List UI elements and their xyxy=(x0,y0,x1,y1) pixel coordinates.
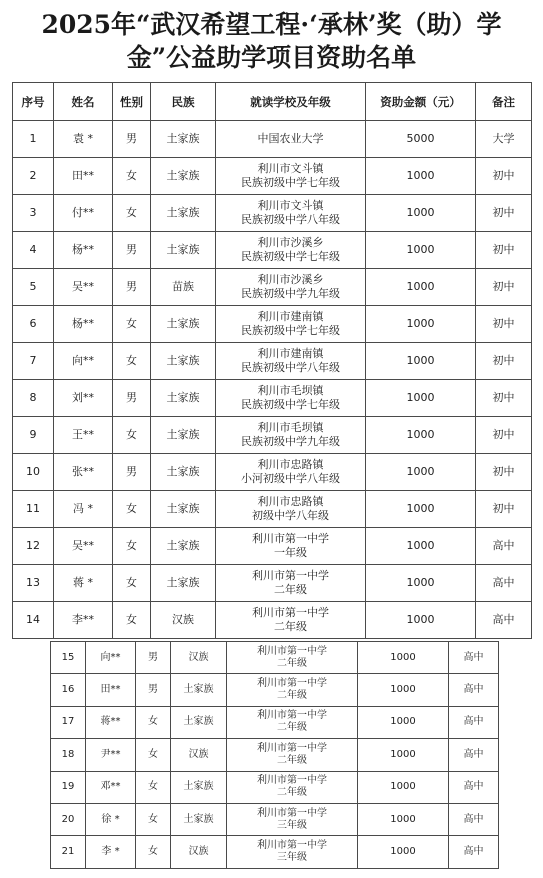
cell-ethnicity: 土家族 xyxy=(151,232,216,269)
col-header-gender: 性别 xyxy=(113,83,151,121)
cell-ethnicity: 土家族 xyxy=(151,158,216,195)
cell-name: 李 * xyxy=(86,836,136,868)
cell-name: 刘** xyxy=(54,380,113,417)
cell-no: 4 xyxy=(13,232,54,269)
cell-no: 14 xyxy=(13,602,54,639)
cell-ethnicity: 土家族 xyxy=(151,528,216,565)
school-line: 二年级 xyxy=(277,722,307,734)
cell-no: 20 xyxy=(51,803,86,835)
cell-gender: 女 xyxy=(136,771,171,803)
school-line: 利川市第一中学 xyxy=(252,606,329,619)
cell-name: 尹** xyxy=(86,739,136,771)
cell-school xyxy=(227,771,358,803)
school-line: 民族初级中学七年级 xyxy=(241,250,340,263)
cell-no: 3 xyxy=(13,195,54,232)
table-row xyxy=(51,674,499,706)
cell-note: 初中 xyxy=(476,232,532,269)
cell-no: 1 xyxy=(13,121,54,158)
cell-school xyxy=(227,674,358,706)
cell-ethnicity: 土家族 xyxy=(171,803,227,835)
cell-school xyxy=(227,642,358,674)
school-line: 利川市沙溪乡 xyxy=(257,236,324,249)
cell-no: 2 xyxy=(13,158,54,195)
cell-gender: 男 xyxy=(136,674,171,706)
school-line: 利川市毛坝镇 xyxy=(257,384,324,397)
school-line: 民族初级中学九年级 xyxy=(241,435,340,448)
cell-amount: 1000 xyxy=(358,739,449,771)
school-line: 利川市文斗镇 xyxy=(257,162,324,175)
cell-ethnicity: 土家族 xyxy=(151,565,216,602)
cell-amount: 1000 xyxy=(366,565,476,602)
cell-no: 5 xyxy=(13,269,54,306)
school-line: 民族初级中学八年级 xyxy=(241,213,340,226)
cell-ethnicity: 土家族 xyxy=(171,771,227,803)
document-title xyxy=(0,8,543,74)
table-row xyxy=(13,602,532,639)
cell-name: 田** xyxy=(54,158,113,195)
col-header-amount: 资助金额（元） xyxy=(366,83,476,121)
cell-gender: 女 xyxy=(113,528,151,565)
cell-ethnicity: 土家族 xyxy=(171,706,227,738)
school-line: 利川市毛坝镇 xyxy=(257,421,324,434)
school-line: 利川市第一中学 xyxy=(257,678,327,690)
cell-name: 田** xyxy=(86,674,136,706)
cell-note: 高中 xyxy=(476,565,532,602)
table-row xyxy=(13,343,532,380)
school-line: 二年级 xyxy=(277,657,307,669)
cell-school xyxy=(227,836,358,868)
school-line: 利川市忠路镇 xyxy=(257,458,324,471)
cell-no: 21 xyxy=(51,836,86,868)
cell-ethnicity: 土家族 xyxy=(151,195,216,232)
cell-name: 邓** xyxy=(86,771,136,803)
school-line: 二年级 xyxy=(277,690,307,702)
table-row xyxy=(13,158,532,195)
cell-ethnicity: 土家族 xyxy=(151,121,216,158)
cell-no: 13 xyxy=(13,565,54,602)
cell-gender: 男 xyxy=(113,269,151,306)
cell-name: 徐 * xyxy=(86,803,136,835)
cell-gender: 女 xyxy=(136,739,171,771)
cell-amount: 1000 xyxy=(358,674,449,706)
cell-no: 12 xyxy=(13,528,54,565)
cell-no: 10 xyxy=(13,454,54,491)
school-line: 利川市第一中学 xyxy=(257,710,327,722)
cell-name: 向** xyxy=(86,642,136,674)
cell-gender: 女 xyxy=(113,602,151,639)
cell-gender: 女 xyxy=(136,836,171,868)
cell-ethnicity: 土家族 xyxy=(151,417,216,454)
school-line: 中国农业大学 xyxy=(257,132,324,145)
cell-note: 初中 xyxy=(476,491,532,528)
cell-name: 蒋** xyxy=(86,706,136,738)
cell-gender: 女 xyxy=(136,706,171,738)
school-line: 利川市忠路镇 xyxy=(257,495,324,508)
cell-no: 9 xyxy=(13,417,54,454)
cell-ethnicity: 苗族 xyxy=(151,269,216,306)
cell-amount: 1000 xyxy=(366,195,476,232)
cell-school xyxy=(216,491,366,528)
cell-note: 初中 xyxy=(476,269,532,306)
cell-gender: 男 xyxy=(113,454,151,491)
col-header-name: 姓名 xyxy=(54,83,113,121)
cell-amount: 1000 xyxy=(366,602,476,639)
col-header-note: 备注 xyxy=(476,83,532,121)
cell-note: 高中 xyxy=(449,706,499,738)
school-line: 利川市第一中学 xyxy=(257,645,327,657)
school-line: 民族初级中学九年级 xyxy=(241,287,340,300)
cell-gender: 男 xyxy=(113,380,151,417)
cell-note: 初中 xyxy=(476,343,532,380)
cell-school xyxy=(216,195,366,232)
cell-name: 冯 * xyxy=(54,491,113,528)
cell-amount: 1000 xyxy=(366,454,476,491)
cell-amount: 1000 xyxy=(366,343,476,380)
table-row xyxy=(13,380,532,417)
cell-no: 16 xyxy=(51,674,86,706)
cell-note: 初中 xyxy=(476,454,532,491)
school-line: 利川市第一中学 xyxy=(257,807,327,819)
cell-name: 张** xyxy=(54,454,113,491)
cell-amount: 5000 xyxy=(366,121,476,158)
cell-school xyxy=(216,380,366,417)
school-line: 利川市第一中学 xyxy=(252,569,329,582)
cell-note: 初中 xyxy=(476,380,532,417)
cell-ethnicity: 土家族 xyxy=(171,674,227,706)
school-line: 利川市第一中学 xyxy=(257,840,327,852)
school-line: 三年级 xyxy=(277,852,307,864)
cell-ethnicity: 土家族 xyxy=(151,491,216,528)
cell-gender: 女 xyxy=(113,417,151,454)
col-header-school: 就读学校及年级 xyxy=(216,83,366,121)
cell-gender: 女 xyxy=(136,803,171,835)
recipient-table-continued xyxy=(50,641,499,869)
cell-ethnicity: 汉族 xyxy=(171,836,227,868)
cell-note: 高中 xyxy=(449,739,499,771)
table-row xyxy=(13,232,532,269)
col-header-no: 序号 xyxy=(13,83,54,121)
cell-ethnicity: 汉族 xyxy=(171,739,227,771)
cell-name: 向** xyxy=(54,343,113,380)
cell-amount: 1000 xyxy=(358,642,449,674)
school-line: 利川市建南镇 xyxy=(257,310,324,323)
table-body xyxy=(13,121,532,639)
cell-no: 7 xyxy=(13,343,54,380)
cell-note: 大学 xyxy=(476,121,532,158)
cell-ethnicity: 土家族 xyxy=(151,306,216,343)
table-row xyxy=(13,195,532,232)
cell-school xyxy=(216,232,366,269)
cell-name: 吴** xyxy=(54,269,113,306)
school-line: 二年级 xyxy=(277,754,307,766)
cell-gender: 男 xyxy=(113,121,151,158)
cell-note: 高中 xyxy=(449,642,499,674)
cell-school xyxy=(216,306,366,343)
school-line: 利川市第一中学 xyxy=(257,742,327,754)
col-header-ethnicity: 民族 xyxy=(151,83,216,121)
cell-gender: 男 xyxy=(136,642,171,674)
cell-note: 高中 xyxy=(449,771,499,803)
cell-school xyxy=(216,269,366,306)
recipient-table-main xyxy=(12,82,532,639)
cell-gender: 男 xyxy=(113,232,151,269)
table-row xyxy=(13,306,532,343)
table-row xyxy=(13,121,532,158)
cell-school xyxy=(216,565,366,602)
cell-ethnicity: 汉族 xyxy=(151,602,216,639)
header-row xyxy=(13,83,532,121)
cell-gender: 女 xyxy=(113,306,151,343)
cell-amount: 1000 xyxy=(366,417,476,454)
table-header xyxy=(13,83,532,121)
cell-amount: 1000 xyxy=(358,836,449,868)
cell-note: 初中 xyxy=(476,195,532,232)
cell-school xyxy=(216,602,366,639)
table-row xyxy=(51,771,499,803)
table-row xyxy=(13,454,532,491)
school-line: 小河初级中学八年级 xyxy=(241,472,340,485)
cell-gender: 女 xyxy=(113,195,151,232)
school-line: 利川市建南镇 xyxy=(257,347,324,360)
cell-name: 杨** xyxy=(54,232,113,269)
school-line: 利川市文斗镇 xyxy=(257,199,324,212)
table-row xyxy=(51,739,499,771)
cell-school xyxy=(227,739,358,771)
cell-name: 袁 * xyxy=(54,121,113,158)
cell-school xyxy=(227,803,358,835)
cell-no: 18 xyxy=(51,739,86,771)
school-line: 民族初级中学八年级 xyxy=(241,361,340,374)
cell-amount: 1000 xyxy=(358,803,449,835)
cell-school xyxy=(216,528,366,565)
cell-ethnicity: 汉族 xyxy=(171,642,227,674)
school-line: 利川市第一中学 xyxy=(257,775,327,787)
cell-no: 8 xyxy=(13,380,54,417)
cell-school xyxy=(216,121,366,158)
cell-note: 高中 xyxy=(476,602,532,639)
cell-no: 11 xyxy=(13,491,54,528)
cell-school xyxy=(216,343,366,380)
cell-amount: 1000 xyxy=(366,491,476,528)
cell-amount: 1000 xyxy=(358,706,449,738)
table-row xyxy=(13,565,532,602)
cell-name: 李** xyxy=(54,602,113,639)
school-line: 二年级 xyxy=(274,620,307,633)
cell-no: 19 xyxy=(51,771,86,803)
school-line: 利川市沙溪乡 xyxy=(257,273,324,286)
school-line: 民族初级中学七年级 xyxy=(241,324,340,337)
cell-amount: 1000 xyxy=(366,269,476,306)
cell-school xyxy=(227,706,358,738)
cell-gender: 女 xyxy=(113,565,151,602)
cell-school xyxy=(216,454,366,491)
cell-ethnicity: 土家族 xyxy=(151,380,216,417)
cell-amount: 1000 xyxy=(358,771,449,803)
cell-note: 高中 xyxy=(449,674,499,706)
cell-name: 吴** xyxy=(54,528,113,565)
cell-note: 初中 xyxy=(476,306,532,343)
school-line: 三年级 xyxy=(277,819,307,831)
cell-gender: 女 xyxy=(113,343,151,380)
cell-note: 高中 xyxy=(449,803,499,835)
table-row xyxy=(13,417,532,454)
school-line: 二年级 xyxy=(277,787,307,799)
cell-no: 17 xyxy=(51,706,86,738)
title-line-2: 金”公益助学项目资助名单 xyxy=(126,43,417,72)
school-line: 二年级 xyxy=(274,583,307,596)
table-row xyxy=(13,491,532,528)
school-line: 初级中学八年级 xyxy=(252,509,329,522)
cell-note: 初中 xyxy=(476,417,532,454)
cell-name: 王** xyxy=(54,417,113,454)
cell-amount: 1000 xyxy=(366,232,476,269)
table-row xyxy=(51,642,499,674)
school-line: 利川市第一中学 xyxy=(252,532,329,545)
cell-name: 杨** xyxy=(54,306,113,343)
cell-amount: 1000 xyxy=(366,158,476,195)
table-row xyxy=(13,528,532,565)
cell-gender: 女 xyxy=(113,158,151,195)
table-row xyxy=(51,706,499,738)
table-row xyxy=(51,836,499,868)
cell-no: 15 xyxy=(51,642,86,674)
cell-amount: 1000 xyxy=(366,380,476,417)
cell-amount: 1000 xyxy=(366,528,476,565)
cell-name: 付** xyxy=(54,195,113,232)
cell-amount: 1000 xyxy=(366,306,476,343)
school-line: 民族初级中学七年级 xyxy=(241,176,340,189)
cell-note: 初中 xyxy=(476,158,532,195)
school-line: 民族初级中学七年级 xyxy=(241,398,340,411)
cell-gender: 女 xyxy=(113,491,151,528)
cell-school xyxy=(216,158,366,195)
school-line: 一年级 xyxy=(274,546,307,559)
cell-ethnicity: 土家族 xyxy=(151,454,216,491)
title-line-1: 2025年“武汉希望工程·‘承林’奖（助）学 xyxy=(41,10,502,39)
cell-note: 高中 xyxy=(449,836,499,868)
table-row xyxy=(13,269,532,306)
cell-name: 蒋 * xyxy=(54,565,113,602)
cell-school xyxy=(216,417,366,454)
table-row xyxy=(51,803,499,835)
table-body xyxy=(51,642,499,869)
cell-note: 高中 xyxy=(476,528,532,565)
cell-ethnicity: 土家族 xyxy=(151,343,216,380)
cell-no: 6 xyxy=(13,306,54,343)
